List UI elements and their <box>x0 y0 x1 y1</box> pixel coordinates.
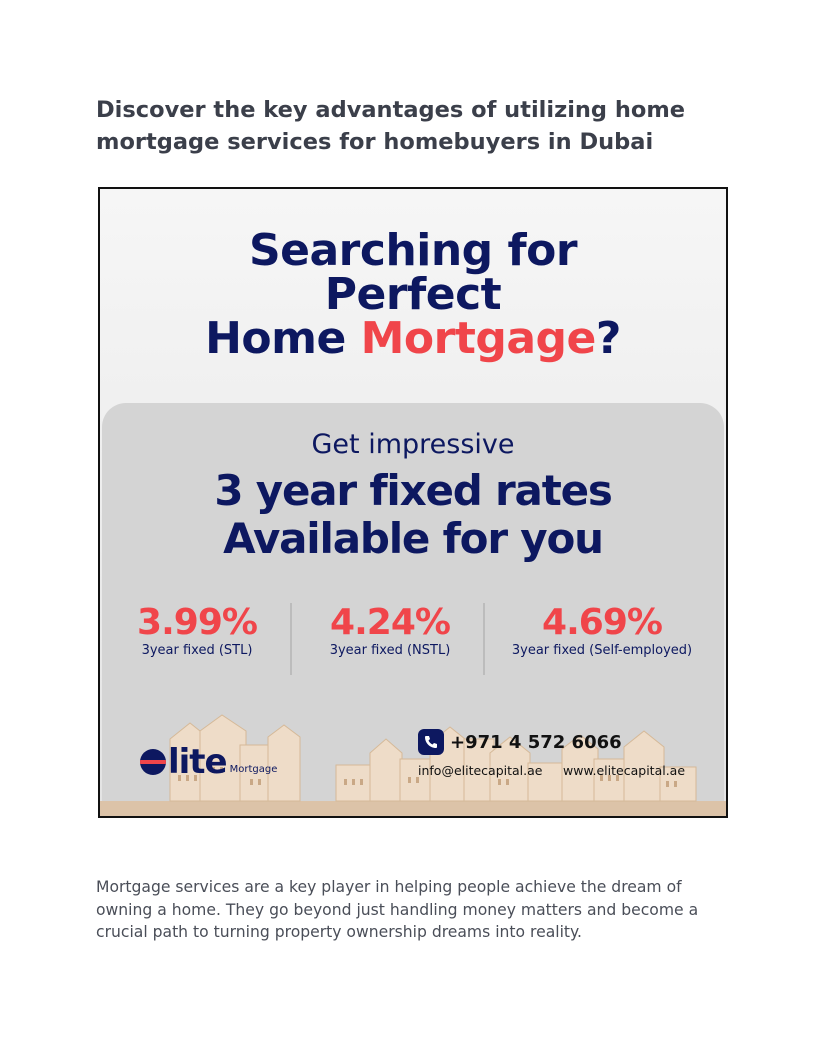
email-text: info@elitecapital.ae <box>418 763 543 778</box>
rate-percent: 4.24% <box>330 602 450 643</box>
rate-divider <box>290 603 292 675</box>
rate-self-employed <box>494 603 710 658</box>
rate-label: 3year fixed (STL) <box>141 643 253 658</box>
phone-number: +971 4 572 6066 <box>450 731 622 753</box>
banner-headline <box>100 225 726 364</box>
page-title: Discover the key advantages of utilizing home mortgage services for homebuyers in Dubai <box>96 97 686 155</box>
phone-row <box>418 729 622 755</box>
rate-percent: 3.99% <box>137 602 257 643</box>
headline-line-2: Perfect <box>324 269 502 320</box>
headline-question-mark: ? <box>595 313 621 364</box>
sub-lead: Get impressive <box>311 429 515 460</box>
headline-line-3 <box>100 313 726 364</box>
rate-stl <box>116 603 278 658</box>
logo-text: lite <box>168 742 227 782</box>
rate-percent: 4.69% <box>542 602 662 643</box>
headline-line-1: Searching for <box>248 225 578 276</box>
headline-home: Home <box>205 313 361 364</box>
available-line: Available for you <box>223 514 603 563</box>
rate-label: 3year fixed (Self-employed) <box>511 643 693 658</box>
fixed-rates-line: 3 year fixed rates <box>214 466 612 515</box>
website-text: www.elitecapital.ae <box>563 763 686 778</box>
elite-mortgage-logo <box>140 739 278 782</box>
rate-divider <box>483 603 485 675</box>
rate-label: 3year fixed (NSTL) <box>329 643 451 658</box>
logo-mark-icon <box>140 749 166 775</box>
phone-icon <box>418 729 444 755</box>
rate-nstl <box>306 603 474 658</box>
intro-paragraph: Mortgage services are a key player in helping people achieve the dream of owning a home. They go beyond just handling money matters and become a crucial path to turning property ownership dreams into reality. <box>96 878 699 941</box>
headline-mortgage: Mortgage <box>360 313 596 364</box>
logo-sub: Mortgage <box>229 764 278 775</box>
mortgage-banner-image <box>98 187 728 818</box>
